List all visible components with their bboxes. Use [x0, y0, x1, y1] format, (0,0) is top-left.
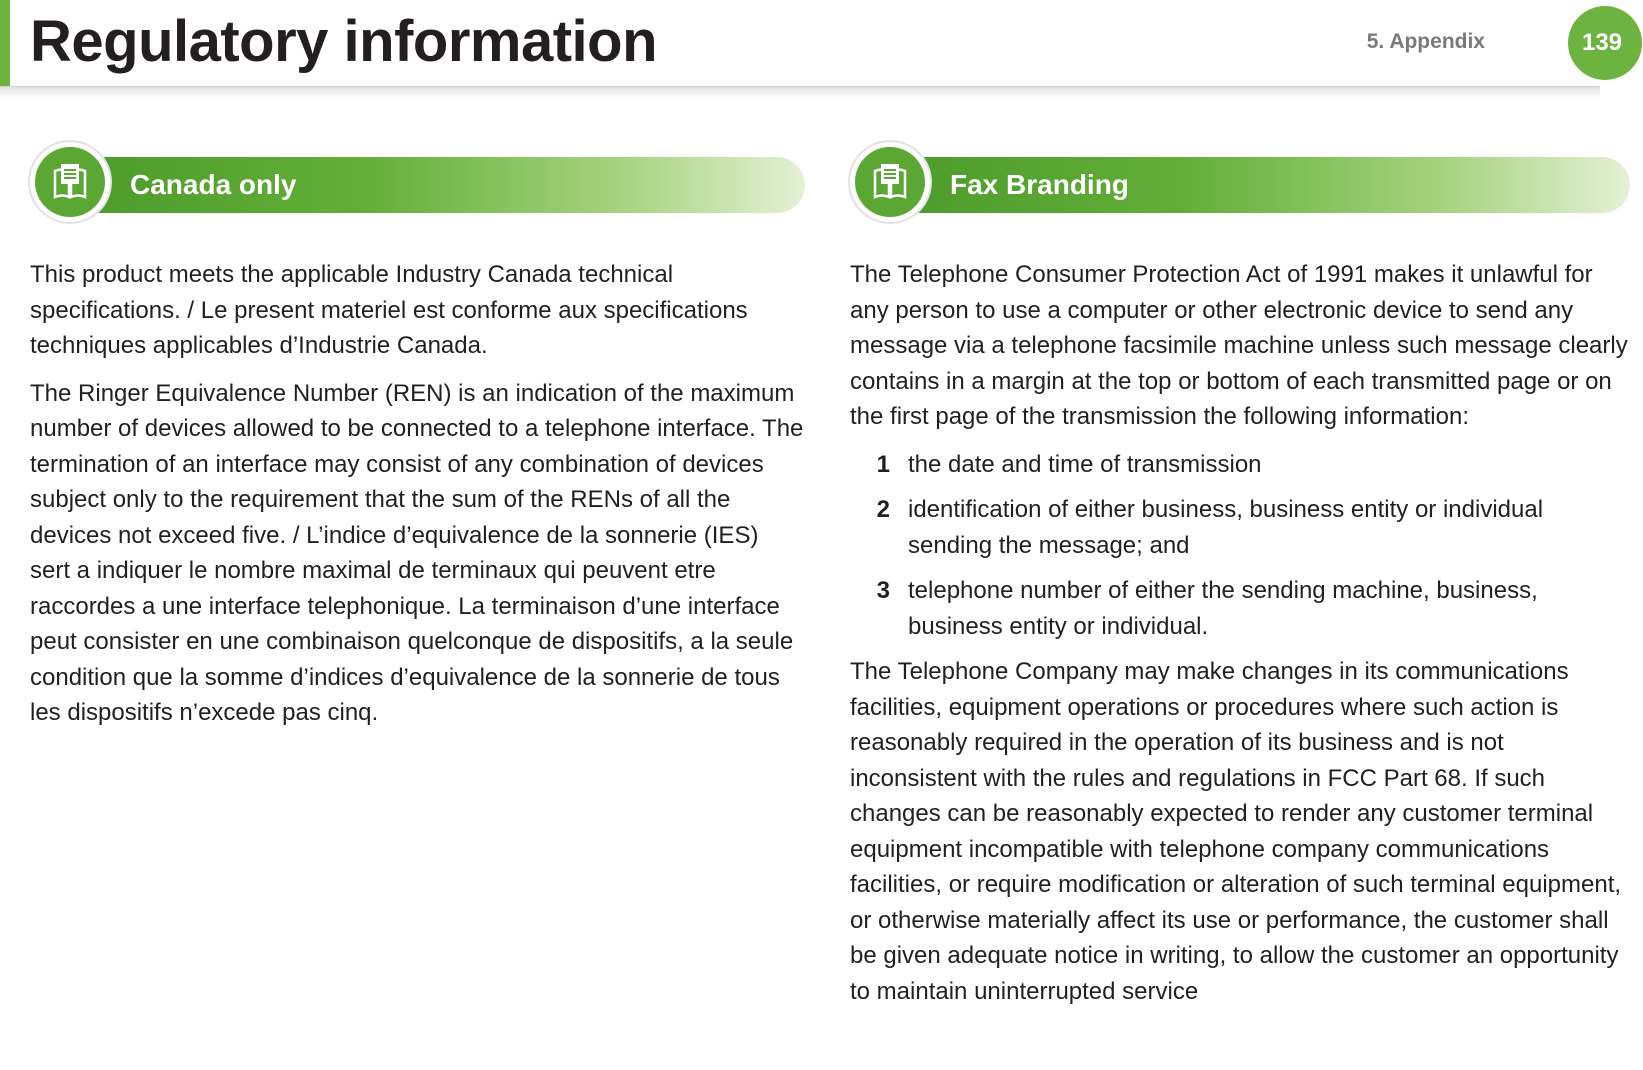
fax-section-title: Fax Branding: [950, 169, 1129, 200]
step-number: 2: [876, 496, 890, 523]
list-item: [850, 573, 1630, 644]
chapter-label: 5. Appendix: [1366, 30, 1485, 53]
canada-section-title: Canada only: [130, 169, 297, 200]
document-note-icon: [30, 142, 110, 222]
header-accent-bar: [0, 0, 10, 92]
canada-section-header: [30, 140, 805, 224]
step-number: 3: [876, 577, 890, 604]
document-note-icon: [850, 142, 930, 222]
page-number-badge: 139: [1568, 6, 1642, 80]
header-divider: [0, 86, 1600, 99]
canada-paragraph: The Ringer Equivalence Number (REN) is an indication of the maximum number of devices allowed to be connected to a telephone interface. The termination of an interface may consist of any combination of devices subject only to the requirement that the sum of the RENs of all the devices not exceed five. / L’indice d’equivalence de la sonnerie (IES) sert a indiquer le nombre maximal de terminaux qui peuvent etre raccordes a une interface telephonique. La terminaison d’une interface peut consister en une combinaison quelconque de dispositifs, a la seule condition que la somme d’indices d’equivalence de la sonnerie de tous les dispositifs n’excede pas cinq.: [30, 379, 804, 726]
list-item: [850, 447, 1630, 483]
page-title: Regulatory information: [30, 9, 658, 74]
step-text: identification of either business, business entity or individual sending the message; and: [908, 496, 1544, 559]
canada-section: [30, 140, 805, 743]
list-item: [850, 492, 1630, 563]
fax-closing-paragraph: The Telephone Company may make changes in its communications facilities, equipment operations or procedures where such action is reasonably required in the operation of its business and is not inconsistent with the rules and regulations in FCC Part 68. If such changes can be reasonably expected to render any customer terminal equipment incompatible with telephone company communications facilities, or require modification or alteration of such terminal equipment, or otherwise materially affect its use or performance, the customer shall be given adequate notice in writing, to allow the customer an opportunity to maintain uninterrupted service: [850, 658, 1622, 1005]
fax-intro-paragraph: The Telephone Consumer Protection Act of 1991 makes it unlawful for any person to use a computer or other electronic device to send any message via a telephone facsimile machine unless such message clearly contains in a margin at the top or bottom of each transmitted page or on the first page of the transmission the following information:: [850, 261, 1628, 430]
step-text: telephone number of either the sending machine, business, business entity or individual.: [908, 577, 1538, 640]
step-text: the date and time of transmission: [908, 450, 1262, 478]
step-number: 1: [876, 450, 890, 478]
fax-section: [850, 140, 1630, 1021]
fax-required-info-list: [850, 447, 1630, 645]
canada-paragraph: This product meets the applicable Industry Canada technical specifications. / Le present materiel est conforme aux specifications techniques applicables d’Industrie Canada.: [30, 261, 748, 359]
fax-section-header: [850, 140, 1630, 224]
